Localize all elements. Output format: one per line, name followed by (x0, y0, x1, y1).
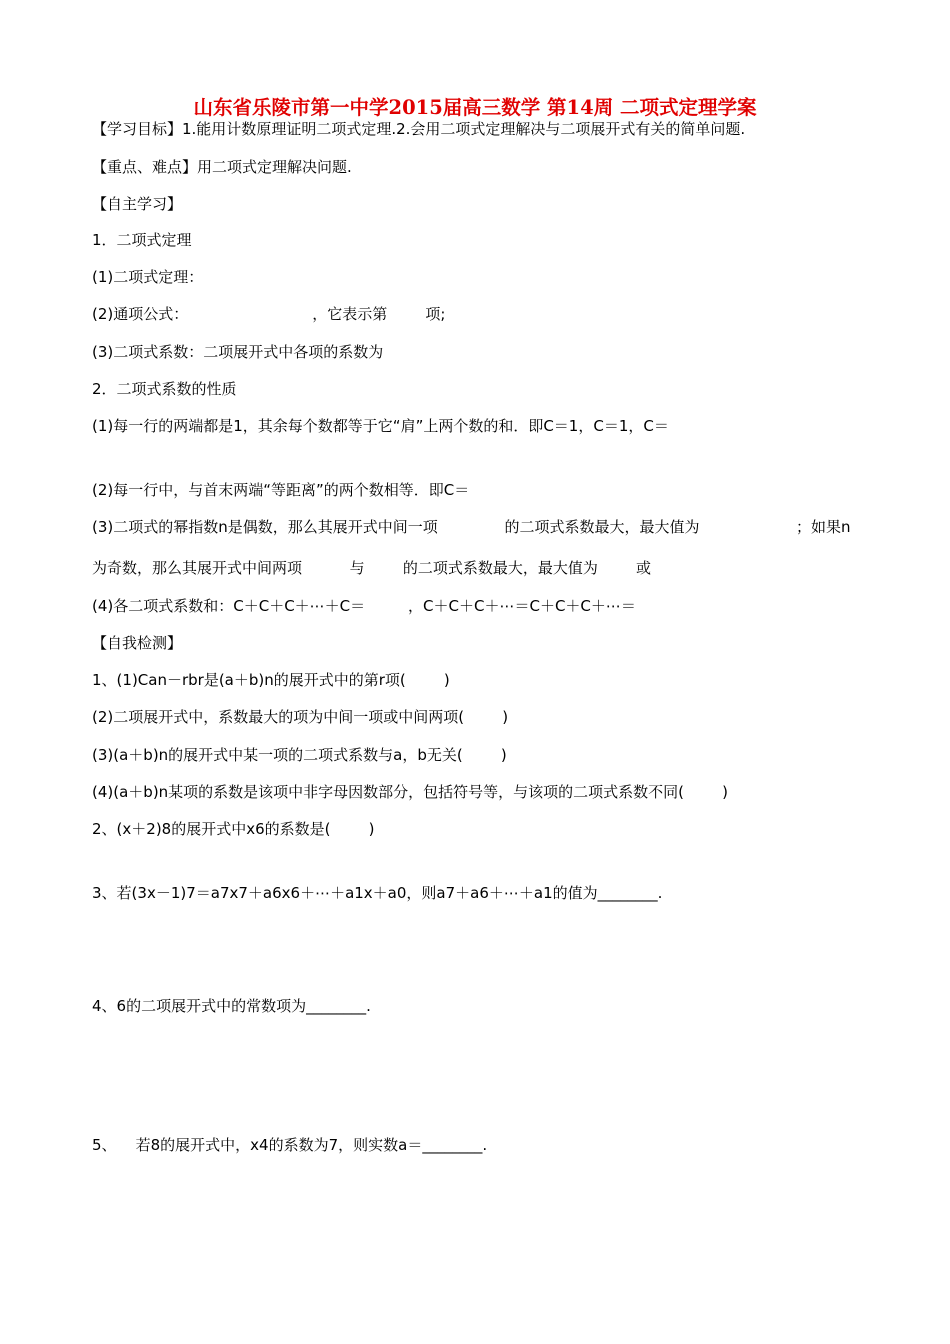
question-1-2: (2)二项展开式中，系数最大的项为中间一项或中间两项( ) (92, 708, 509, 726)
heading-binomial-theorem: 1．二项式定理 (92, 231, 192, 249)
property-4: (4)各二项式系数和：C＋C＋C＋⋯＋C＝ ，C＋C＋C＋⋯＝C＋C＋C＋⋯＝ (92, 597, 636, 615)
question-3: 3、若(3x－1)7＝a7x7＋a6x6＋⋯＋a1x＋a0，则a7＋a6＋⋯＋a1的值为________. (92, 884, 663, 902)
learning-objectives: 【学习目标】1.能用计数原理证明二项式定理.2.会用二项式定理解决与二项展开式有关的简单问题. (92, 120, 746, 138)
item-binomial-coefficient: (3)二项式系数：二项展开式中各项的系数为 (92, 343, 384, 361)
key-points: 【重点、难点】用二项式定理解决问题. (92, 158, 352, 176)
item-binomial-theorem: (1)二项式定理： (92, 268, 204, 286)
property-3-line-1: (3)二项式的幂指数n是偶数，那么其展开式中间一项 的二项式系数最大，最大值为 (92, 518, 700, 536)
property-3-line-2: 为奇数，那么其展开式中间两项 与 的二项式系数最大，最大值为 或 (92, 559, 651, 577)
section-self-check: 【自我检测】 (92, 634, 183, 652)
page-title: 山东省乐陵市第一中学2015届高三数学 第14周 二项式定理学案 (193, 96, 757, 119)
question-1-1: 1、(1)Can－rbr是(a＋b)n的展开式中的第r项( ) (92, 671, 450, 689)
property-2: (2)每一行中，与首末两端“等距离”的两个数相等．即C＝ (92, 481, 470, 499)
question-1-3: (3)(a＋b)n的展开式中某一项的二项式系数与a，b无关( ) (92, 746, 507, 764)
question-1-4: (4)(a＋b)n某项的系数是该项中非字母因数部分，包括符号等，与该项的二项式系数不同( ) (92, 783, 729, 801)
property-3-line-1-end: ；如果n (796, 518, 851, 536)
question-2: 2、(x＋2)8的展开式中x6的系数是( ) (92, 820, 375, 838)
question-4: 4、6的二项展开式中的常数项为________. (92, 997, 371, 1015)
question-5: 5、 若8的展开式中，x4的系数为7，则实数a＝________. (92, 1136, 488, 1154)
item-general-term: (2)通项公式： ，它表示第 项; (92, 305, 446, 323)
heading-coefficient-properties: 2．二项式系数的性质 (92, 380, 237, 398)
property-1: (1)每一行的两端都是1，其余每个数都等于它“肩”上两个数的和．即C＝1，C＝1，C＝ (92, 417, 669, 435)
section-self-study: 【自主学习】 (92, 195, 183, 213)
